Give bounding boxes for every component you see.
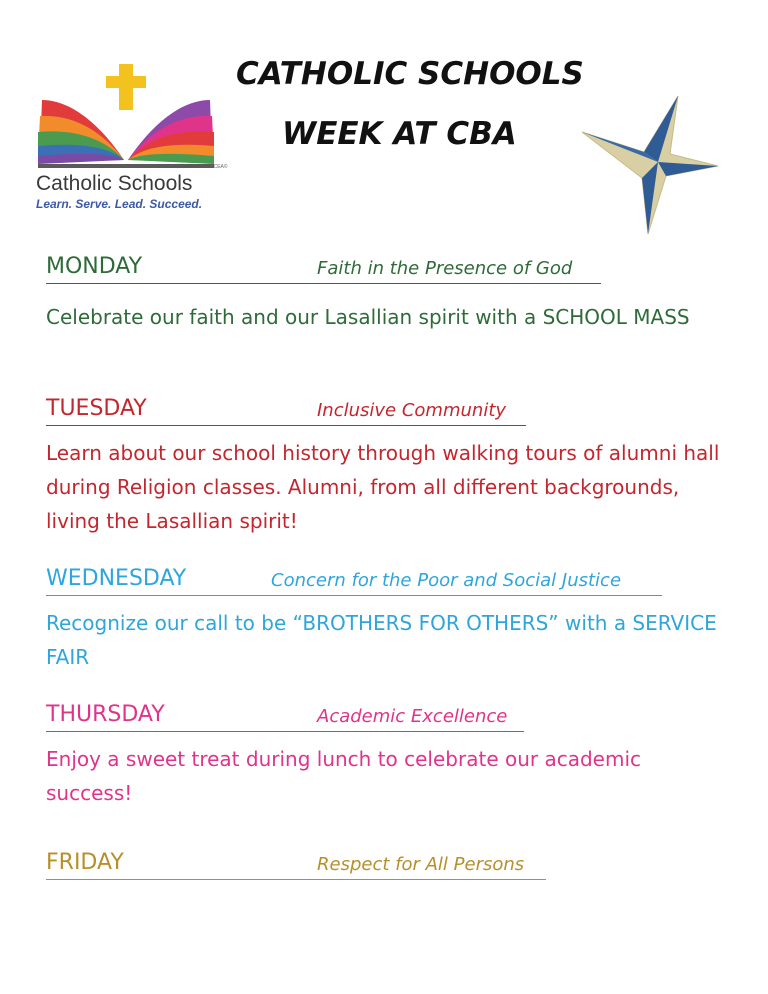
day-heading-thursday bbox=[46, 702, 726, 727]
logo-copyright: NCEA© bbox=[210, 164, 228, 170]
title-line-1: CATHOLIC SCHOOLS bbox=[236, 56, 584, 92]
day-theme: Faith in the Presence of God bbox=[317, 258, 573, 279]
day-heading-friday bbox=[46, 850, 726, 875]
day-theme: Academic Excellence bbox=[317, 706, 508, 727]
underline bbox=[46, 731, 524, 732]
underline bbox=[46, 595, 662, 596]
day-heading-tuesday bbox=[46, 396, 726, 421]
day-name: TUESDAY bbox=[46, 396, 147, 421]
underline bbox=[46, 879, 546, 880]
day-name: THURSDAY bbox=[46, 702, 165, 727]
day-heading-wednesday bbox=[46, 566, 726, 591]
day-theme: Concern for the Poor and Social Justice bbox=[271, 570, 622, 591]
day-name: MONDAY bbox=[46, 254, 143, 279]
day-name: WEDNESDAY bbox=[46, 566, 187, 591]
underline bbox=[46, 283, 601, 284]
day-heading-monday bbox=[46, 254, 726, 279]
day-description-wednesday: Recognize our call to be “BROTHERS FOR OTHERS” with a SERVICE FAIR bbox=[46, 611, 717, 669]
day-description-monday: Celebrate our faith and our Lasallian spirit with a SCHOOL MASS bbox=[46, 305, 690, 329]
day-name: FRIDAY bbox=[46, 850, 124, 875]
title-line-2: WEEK AT CBA bbox=[282, 116, 517, 152]
day-description-thursday: Enjoy a sweet treat during lunch to celebrate our academic success! bbox=[46, 747, 642, 805]
day-theme: Inclusive Community bbox=[317, 400, 507, 421]
logo-tagline: Learn. Serve. Lead. Succeed. bbox=[36, 197, 203, 211]
star-icon bbox=[578, 92, 728, 242]
logo-name: Catholic Schools bbox=[36, 172, 193, 195]
day-theme: Respect for All Persons bbox=[317, 854, 525, 875]
open-book-cross-icon bbox=[34, 60, 234, 172]
day-description-tuesday: Learn about our school history through walking tours of alumni hall during Religion classes. Alumni, from all different backgrounds, living the Lasallian spirit! bbox=[46, 441, 720, 533]
catholic-schools-logo bbox=[34, 60, 234, 210]
underline bbox=[46, 425, 526, 426]
